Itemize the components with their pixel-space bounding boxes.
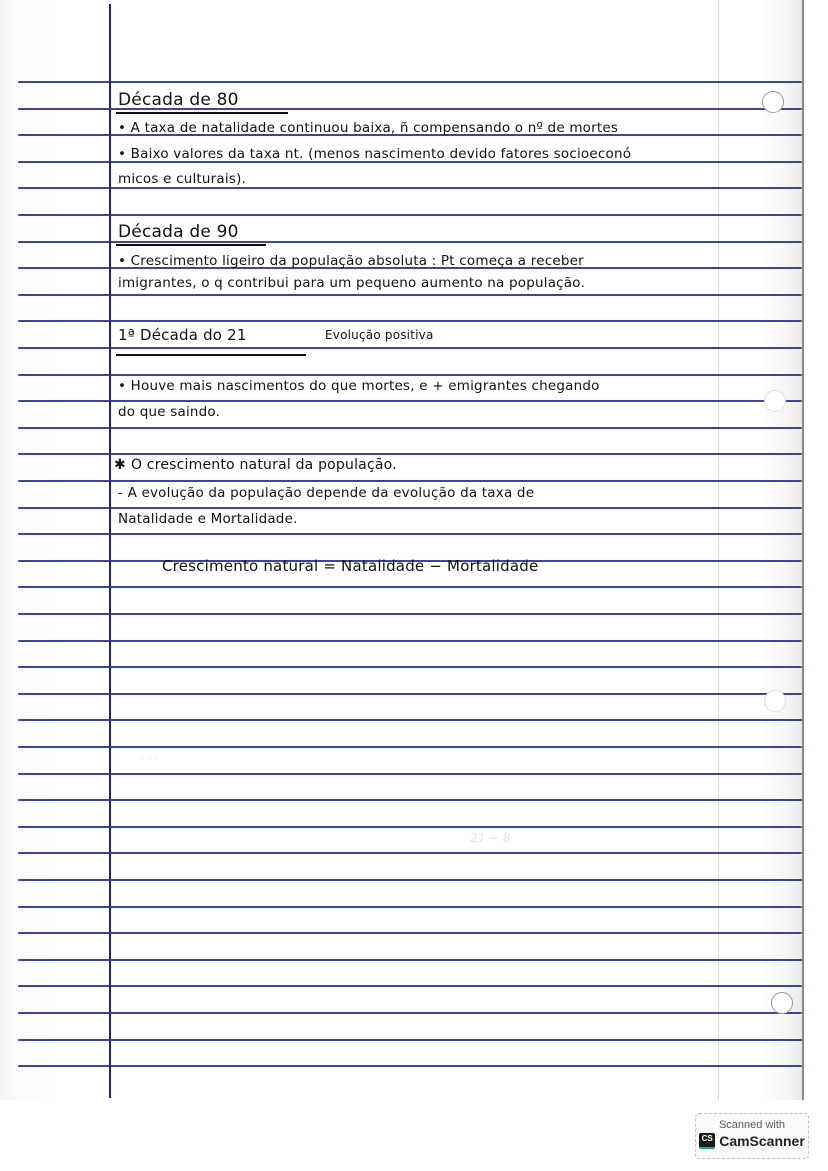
binder-hole-icon	[764, 390, 786, 412]
section-heading-text: O crescimento natural da população.	[130, 457, 397, 473]
ruled-line	[18, 640, 802, 642]
page-edge	[802, 0, 804, 1100]
heading-underline	[116, 112, 288, 114]
ruled-line	[18, 985, 802, 987]
ruled-line	[18, 799, 802, 801]
ruled-line	[18, 507, 802, 509]
text-line: do que saindo.	[118, 404, 221, 420]
section-heading: Década de 80	[118, 90, 239, 110]
ruled-line	[18, 1039, 802, 1041]
ruled-line	[18, 613, 802, 615]
ruled-line	[18, 1012, 802, 1014]
camscanner-logo-icon: CS	[699, 1133, 715, 1149]
bleed-through-text: 21 − 8	[470, 831, 511, 845]
ruled-line	[18, 959, 802, 961]
heading-underline	[116, 354, 306, 356]
binder-hole-icon	[771, 992, 793, 1014]
formula: Crescimento natural = Natalidade − Mortalidade	[162, 557, 539, 575]
ruled-line	[18, 427, 802, 429]
ruled-line	[18, 719, 802, 721]
ruled-line	[18, 400, 802, 402]
ruled-line	[18, 320, 802, 322]
ruled-line	[18, 187, 802, 189]
ruled-line	[18, 214, 802, 216]
ruled-line	[18, 906, 802, 908]
ruled-line	[18, 879, 802, 881]
text-line: Natalidade e Mortalidade.	[118, 511, 298, 527]
star-icon: ✱	[114, 457, 126, 473]
binder-hole-icon	[762, 91, 784, 113]
ruled-line	[18, 81, 802, 83]
text-line: - A evolução da população depende da evolução da taxa de	[118, 485, 535, 501]
ruled-line	[18, 374, 802, 376]
ruled-line	[18, 347, 802, 349]
section-heading	[114, 457, 397, 473]
bleed-through-decor: · · ·	[140, 752, 160, 766]
heading-underline	[116, 244, 266, 246]
bleed-through-margin	[718, 0, 719, 1100]
ruled-line	[18, 693, 802, 695]
text-line: • Crescimento ligeiro da população absoluta : Pt começa a receber	[118, 253, 584, 269]
ruled-line	[18, 746, 802, 748]
ruled-line	[18, 453, 802, 455]
ruled-line	[18, 586, 802, 588]
ruled-line	[18, 533, 802, 535]
heading-note: Evolução positiva	[325, 328, 434, 342]
ruled-line	[18, 666, 802, 668]
section-heading: Década de 90	[118, 222, 239, 242]
ruled-line	[18, 852, 802, 854]
ruled-line	[18, 294, 802, 296]
watermark-line1: Scanned with	[718, 1119, 786, 1131]
ruled-line	[18, 1065, 802, 1067]
section-heading: 1ª Década do 21	[118, 326, 247, 344]
text-line: imigrantes, o q contribui para um pequeno aumento na população.	[118, 275, 585, 291]
watermark-line2: CamScanner	[719, 1133, 805, 1149]
text-line: • A taxa de natalidade continuou baixa, ñ compensando o nº de mortes	[118, 120, 619, 136]
ruled-line	[18, 773, 802, 775]
text-line: • Baixo valores da taxa nt. (menos nascimento devido fatores socioeconó	[118, 146, 632, 162]
camscanner-watermark	[695, 1113, 809, 1159]
text-line: micos e culturais).	[118, 171, 247, 187]
binder-hole-icon	[764, 690, 786, 712]
ruled-line	[18, 480, 802, 482]
text-line: • Houve mais nascimentos do que mortes, e + emigrantes chegando	[118, 378, 600, 394]
ruled-line	[18, 826, 802, 828]
ruled-line	[18, 932, 802, 934]
